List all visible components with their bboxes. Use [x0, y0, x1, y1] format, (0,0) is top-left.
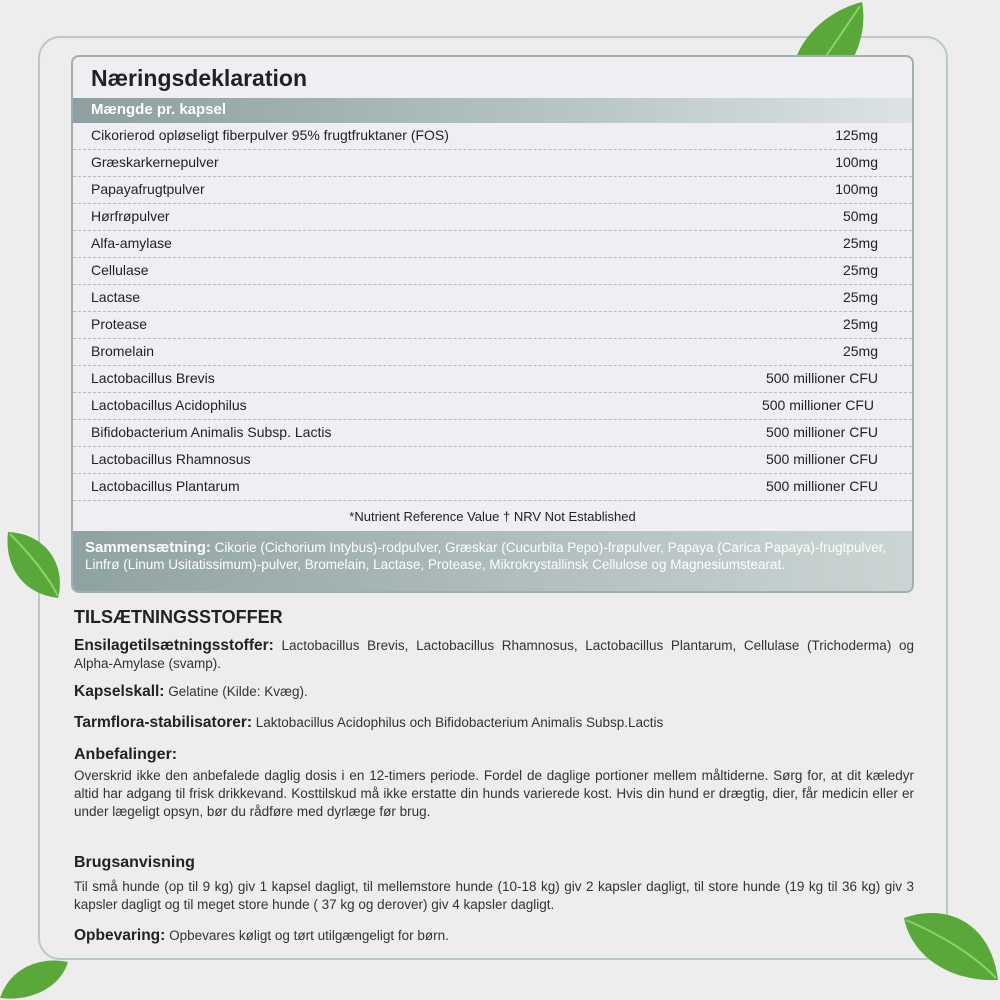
nutrient-amount: 25mg: [842, 235, 878, 251]
capsule-label: Kapselskall:: [74, 683, 165, 700]
nutrient-name: Cellulase: [91, 262, 149, 278]
nutrient-amount: 125mg: [835, 127, 878, 143]
table-row: [73, 285, 912, 312]
leaf-icon: [902, 908, 1000, 986]
nutrient-name: Bifidobacterium Animalis Subsp. Lactis: [91, 424, 332, 440]
nutrient-amount: 25mg: [842, 262, 878, 278]
nutrient-name: Lactobacillus Brevis: [91, 370, 215, 386]
ensilage-text: Lactobacillus Brevis, Lactobacillus Rhamnosus, Lactobacillus Plantarum, Cellulase (Trichoderma) og Alpha-Amylase (svamp).: [74, 638, 914, 671]
leaf-icon: [0, 958, 70, 1000]
nutrient-amount: 25mg: [842, 343, 878, 359]
nutrient-amount: 25mg: [842, 289, 878, 305]
gut-flora-text: Laktobacillus Acidophilus och Bifidobacterium Animalis Subsp.Lactis: [255, 715, 664, 730]
table-row: [73, 231, 912, 258]
nutrient-name: Hørfrøpulver: [91, 208, 170, 224]
nutrient-amount: 500 millioner CFU: [765, 370, 878, 386]
nrv-note: *Nutrient Reference Value † NRV Not Established: [349, 509, 636, 524]
nutrient-table: [73, 123, 912, 501]
recommendations-heading: Anbefalinger:: [74, 746, 178, 763]
nutrient-name: Alfa-amylase: [91, 235, 172, 251]
table-row: [73, 366, 912, 393]
additives-heading: TILSÆTNINGSSTOFFER: [74, 607, 283, 627]
nutrient-name: Bromelain: [91, 343, 155, 359]
nutrient-name: Græskarkernepulver: [91, 154, 219, 170]
table-row: [73, 204, 912, 231]
amount-header-label: Mængde pr. kapsel: [91, 101, 227, 118]
table-row: [73, 150, 912, 177]
gut-flora-paragraph: [74, 714, 914, 732]
table-row: [73, 123, 912, 150]
nutrient-name: Protease: [91, 316, 148, 332]
nutrient-amount: 50mg: [842, 208, 878, 224]
table-row: [73, 474, 912, 501]
table-row: [73, 312, 912, 339]
nutrient-name: Cikorierod opløseligt fiberpulver 95% frugtfruktaner (FOS): [91, 127, 449, 143]
nutrient-name: Lactobacillus Plantarum: [91, 478, 240, 494]
table-row: [73, 258, 912, 285]
table-row: [73, 177, 912, 204]
gut-flora-label: Tarmflora-stabilisatorer:: [74, 714, 253, 731]
nutrient-name: Lactobacillus Acidophilus: [91, 397, 247, 413]
table-row: [73, 420, 912, 447]
nutrient-name: Lactase: [91, 289, 141, 305]
nutrient-amount: 500 millioner CFU: [761, 397, 874, 413]
capsule-text: Gelatine (Kilde: Kvæg).: [168, 684, 308, 699]
table-row: [73, 339, 912, 366]
capsule-paragraph: [74, 683, 914, 701]
ensilage-label: Ensilagetilsætningsstoffer:: [74, 637, 274, 654]
nutrient-amount: 500 millioner CFU: [765, 424, 878, 440]
usage-text: Til små hunde (op til 9 kg) giv 1 kapsel dagligt, til mellemstore hunde (10-18 kg) giv 2 kapsler dagligt, til store hunde (19 kg til 36 kg) giv 3 kapsler dagligt og til meget store hunde ( 37 kg og derover) giv 4 kapsler dagligt.: [74, 879, 914, 912]
composition-text: Cikorie (Cichorium Intybus)-rodpulver, Græskar (Cucurbita Pepo)-frøpulver, Papaya (Carica Papaya)-frugtpulver, Linfrø (Linum Usitatissimum)-pulver, Bromelain, Lactase, Protease, Mikrokrystallinsk Cellulose og Magnesiumstearat.: [85, 540, 887, 572]
usage-heading: Brugsanvisning: [74, 854, 195, 871]
nutrient-name: Papayafrugtpulver: [91, 181, 205, 197]
recommendations-text: Overskrid ikke den anbefalede daglig dosis i en 12-timers periode. Fordel de daglige portioner mellem måltiderne. Sørg for, at dit kæledyr altid har adgang til frisk drikkevand. Kosttilskud må ikke erstatte din hunds varierede kost. Hvis din hund er drægtig, dier, får medicin eller er under lægeligt opsyn, bør du rådføre med dyrlæge før brug.: [74, 768, 914, 819]
table-row: [73, 393, 912, 420]
nutrient-amount: 100mg: [835, 154, 878, 170]
composition-label: Sammensætning:: [85, 539, 211, 556]
storage-label: Opbevaring:: [74, 927, 166, 944]
nutrient-amount: 100mg: [835, 181, 878, 197]
storage-text: Opbevares køligt og tørt utilgængeligt for børn.: [169, 928, 449, 943]
nutrient-amount: 500 millioner CFU: [765, 451, 878, 467]
panel-title: Næringsdeklaration: [91, 65, 307, 91]
amount-header: [73, 98, 912, 123]
table-row: [73, 447, 912, 474]
nutrient-amount: 500 millioner CFU: [765, 478, 878, 494]
composition-box: [73, 531, 912, 593]
nutrient-amount: 25mg: [842, 316, 878, 332]
leaf-icon: [4, 528, 66, 600]
ensilage-paragraph: [74, 637, 914, 673]
storage-paragraph: [74, 927, 914, 945]
nutrition-panel: [71, 55, 914, 593]
nutrient-name: Lactobacillus Rhamnosus: [91, 451, 251, 467]
